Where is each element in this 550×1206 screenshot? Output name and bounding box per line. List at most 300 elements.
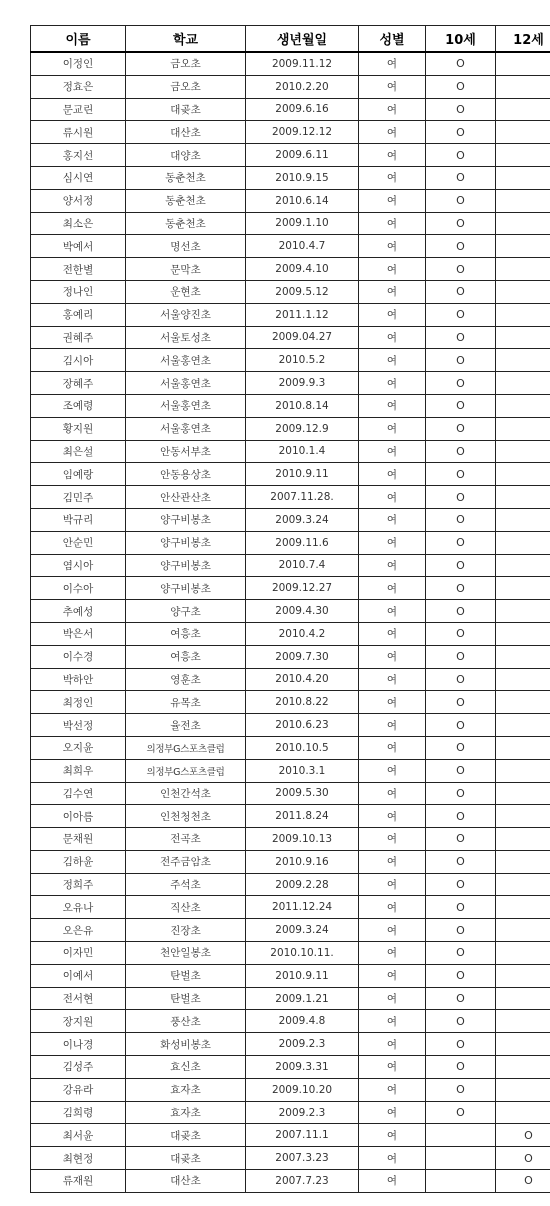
age-10-mark (426, 1124, 496, 1147)
age-12-mark (496, 75, 550, 98)
sex-cell: 여 (359, 1056, 426, 1079)
sex-cell: 여 (359, 75, 426, 98)
table-row (31, 942, 550, 965)
age-10-mark: O (426, 714, 496, 737)
age-10-mark: O (426, 828, 496, 851)
birthdate-cell: 2010.1.4 (246, 440, 359, 463)
school-cell: 직산초 (126, 896, 246, 919)
name-cell: 이자민 (31, 942, 126, 965)
birthdate-cell: 2007.7.23 (246, 1170, 359, 1193)
birthdate-cell: 2010.8.22 (246, 691, 359, 714)
birthdate-cell: 2009.1.21 (246, 987, 359, 1010)
sex-cell: 여 (359, 531, 426, 554)
sex-cell: 여 (359, 463, 426, 486)
table-row (31, 1170, 550, 1193)
table-row (31, 1101, 550, 1124)
table-row (31, 668, 550, 691)
age-12-mark (496, 714, 550, 737)
name-cell: 박규리 (31, 508, 126, 531)
sex-cell: 여 (359, 258, 426, 281)
age-12-mark (496, 486, 550, 509)
birthdate-cell: 2010.5.2 (246, 349, 359, 372)
table-row (31, 394, 550, 417)
name-cell: 류시원 (31, 121, 126, 144)
age-12-mark (496, 189, 550, 212)
birthdate-cell: 2011.1.12 (246, 303, 359, 326)
birthdate-cell: 2009.7.30 (246, 645, 359, 668)
birthdate-cell: 2009.12.12 (246, 121, 359, 144)
name-cell: 김수연 (31, 782, 126, 805)
header-age-12: 12세 (496, 26, 550, 53)
sex-cell: 여 (359, 417, 426, 440)
school-cell: 서울홍연초 (126, 417, 246, 440)
school-cell: 안산관산초 (126, 486, 246, 509)
sex-cell: 여 (359, 919, 426, 942)
sex-cell: 여 (359, 645, 426, 668)
birthdate-cell: 2010.9.11 (246, 463, 359, 486)
age-10-mark: O (426, 691, 496, 714)
name-cell: 오은유 (31, 919, 126, 942)
age-12-mark (496, 235, 550, 258)
name-cell: 권혜주 (31, 326, 126, 349)
birthdate-cell: 2009.6.16 (246, 98, 359, 121)
sex-cell: 여 (359, 1078, 426, 1101)
sex-cell: 여 (359, 52, 426, 75)
age-10-mark: O (426, 52, 496, 75)
age-10-mark: O (426, 896, 496, 919)
school-cell: 동춘천초 (126, 166, 246, 189)
age-10-mark: O (426, 1101, 496, 1124)
name-cell: 박은서 (31, 622, 126, 645)
age-12-mark (496, 987, 550, 1010)
school-cell: 대양초 (126, 144, 246, 167)
birthdate-cell: 2009.3.31 (246, 1056, 359, 1079)
birthdate-cell: 2009.12.9 (246, 417, 359, 440)
name-cell: 이수아 (31, 577, 126, 600)
name-cell: 최희우 (31, 759, 126, 782)
age-12-mark (496, 873, 550, 896)
school-cell: 양구비봉초 (126, 508, 246, 531)
age-10-mark: O (426, 919, 496, 942)
age-12-mark (496, 440, 550, 463)
age-12-mark: O (496, 1170, 550, 1193)
birthdate-cell: 2009.2.3 (246, 1033, 359, 1056)
table-row (31, 189, 550, 212)
birthdate-cell: 2009.4.8 (246, 1010, 359, 1033)
school-cell: 여흥초 (126, 622, 246, 645)
age-12-mark (496, 349, 550, 372)
age-10-mark: O (426, 668, 496, 691)
table-row (31, 372, 550, 395)
age-12-mark (496, 417, 550, 440)
age-12-mark (496, 280, 550, 303)
sex-cell: 여 (359, 372, 426, 395)
name-cell: 문교린 (31, 98, 126, 121)
school-cell: 율전초 (126, 714, 246, 737)
sex-cell: 여 (359, 1033, 426, 1056)
school-cell: 인천간석초 (126, 782, 246, 805)
school-cell: 서울홍연초 (126, 349, 246, 372)
school-cell: 금오초 (126, 52, 246, 75)
age-10-mark: O (426, 349, 496, 372)
birthdate-cell: 2010.10.5 (246, 736, 359, 759)
age-12-mark (496, 531, 550, 554)
age-10-mark: O (426, 1033, 496, 1056)
table-row (31, 98, 550, 121)
table-row (31, 258, 550, 281)
sex-cell: 여 (359, 577, 426, 600)
sex-cell: 여 (359, 622, 426, 645)
age-10-mark: O (426, 1056, 496, 1079)
sex-cell: 여 (359, 850, 426, 873)
sex-cell: 여 (359, 440, 426, 463)
table-row (31, 440, 550, 463)
name-cell: 정희주 (31, 873, 126, 896)
sex-cell: 여 (359, 166, 426, 189)
age-10-mark: O (426, 440, 496, 463)
sex-cell: 여 (359, 326, 426, 349)
name-cell: 홍지선 (31, 144, 126, 167)
header-age-10: 10세 (426, 26, 496, 53)
table-row (31, 121, 550, 144)
name-cell: 최서윤 (31, 1124, 126, 1147)
table-row (31, 486, 550, 509)
table-row (31, 1124, 550, 1147)
school-cell: 금오초 (126, 75, 246, 98)
school-cell: 효자초 (126, 1101, 246, 1124)
age-12-mark (496, 303, 550, 326)
birthdate-cell: 2010.3.1 (246, 759, 359, 782)
school-cell: 동춘천초 (126, 212, 246, 235)
sex-cell: 여 (359, 691, 426, 714)
school-cell: 양구비봉초 (126, 577, 246, 600)
age-12-mark: O (496, 1124, 550, 1147)
age-12-mark (496, 691, 550, 714)
sex-cell: 여 (359, 600, 426, 623)
age-10-mark: O (426, 303, 496, 326)
sex-cell: 여 (359, 759, 426, 782)
name-cell: 심시연 (31, 166, 126, 189)
header-sex: 성별 (359, 26, 426, 53)
age-10-mark: O (426, 554, 496, 577)
age-12-mark (496, 144, 550, 167)
sex-cell: 여 (359, 1101, 426, 1124)
sex-cell: 여 (359, 896, 426, 919)
age-10-mark: O (426, 326, 496, 349)
birthdate-cell: 2009.2.28 (246, 873, 359, 896)
age-10-mark: O (426, 75, 496, 98)
sex-cell: 여 (359, 942, 426, 965)
age-10-mark: O (426, 736, 496, 759)
age-12-mark (496, 782, 550, 805)
birthdate-cell: 2009.5.30 (246, 782, 359, 805)
birthdate-cell: 2009.3.24 (246, 919, 359, 942)
table-row (31, 1078, 550, 1101)
birthdate-cell: 2009.1.10 (246, 212, 359, 235)
birthdate-cell: 2009.6.11 (246, 144, 359, 167)
sex-cell: 여 (359, 873, 426, 896)
sex-cell: 여 (359, 280, 426, 303)
table-body (31, 52, 550, 1192)
table-row (31, 531, 550, 554)
table-row (31, 417, 550, 440)
age-12-mark (496, 850, 550, 873)
table-row (31, 691, 550, 714)
table-row (31, 622, 550, 645)
age-10-mark: O (426, 166, 496, 189)
name-cell: 박하안 (31, 668, 126, 691)
header-row (31, 26, 550, 53)
school-cell: 대곶초 (126, 1147, 246, 1170)
age-12-mark (496, 1078, 550, 1101)
name-cell: 박예서 (31, 235, 126, 258)
age-10-mark: O (426, 463, 496, 486)
birthdate-cell: 2010.6.14 (246, 189, 359, 212)
name-cell: 김성주 (31, 1056, 126, 1079)
age-10-mark: O (426, 372, 496, 395)
name-cell: 양서정 (31, 189, 126, 212)
sex-cell: 여 (359, 303, 426, 326)
name-cell: 임예랑 (31, 463, 126, 486)
sex-cell: 여 (359, 736, 426, 759)
age-10-mark: O (426, 873, 496, 896)
header-name: 이름 (31, 26, 126, 53)
age-10-mark: O (426, 782, 496, 805)
table-row (31, 303, 550, 326)
age-12-mark (496, 372, 550, 395)
name-cell: 염시아 (31, 554, 126, 577)
header-school: 학교 (126, 26, 246, 53)
table-row (31, 714, 550, 737)
name-cell: 추예성 (31, 600, 126, 623)
age-10-mark: O (426, 508, 496, 531)
name-cell: 김하윤 (31, 850, 126, 873)
sex-cell: 여 (359, 782, 426, 805)
name-cell: 조예령 (31, 394, 126, 417)
table-row (31, 349, 550, 372)
sex-cell: 여 (359, 714, 426, 737)
birthdate-cell: 2009.3.24 (246, 508, 359, 531)
school-cell: 대산초 (126, 1170, 246, 1193)
age-10-mark: O (426, 417, 496, 440)
school-cell: 서울홍연초 (126, 372, 246, 395)
birthdate-cell: 2010.9.16 (246, 850, 359, 873)
age-12-mark (496, 736, 550, 759)
school-cell: 탄벌초 (126, 964, 246, 987)
table-row (31, 166, 550, 189)
name-cell: 김희령 (31, 1101, 126, 1124)
name-cell: 장혜주 (31, 372, 126, 395)
school-cell: 양구초 (126, 600, 246, 623)
table-row (31, 554, 550, 577)
header-birthdate: 생년월일 (246, 26, 359, 53)
name-cell: 이수경 (31, 645, 126, 668)
name-cell: 장지원 (31, 1010, 126, 1033)
age-12-mark (496, 805, 550, 828)
birthdate-cell: 2010.4.2 (246, 622, 359, 645)
age-10-mark: O (426, 394, 496, 417)
birthdate-cell: 2009.4.30 (246, 600, 359, 623)
table-row (31, 645, 550, 668)
table-row (31, 463, 550, 486)
birthdate-cell: 2007.11.28. (246, 486, 359, 509)
table-row (31, 828, 550, 851)
school-cell: 대곶초 (126, 1124, 246, 1147)
sex-cell: 여 (359, 394, 426, 417)
birthdate-cell: 2009.11.12 (246, 52, 359, 75)
table-row (31, 600, 550, 623)
table-row (31, 1010, 550, 1033)
school-cell: 대산초 (126, 121, 246, 144)
sex-cell: 여 (359, 554, 426, 577)
table-row (31, 577, 550, 600)
age-10-mark: O (426, 144, 496, 167)
sex-cell: 여 (359, 1147, 426, 1170)
school-cell: 서울토성초 (126, 326, 246, 349)
birthdate-cell: 2009.04.27 (246, 326, 359, 349)
name-cell: 이아름 (31, 805, 126, 828)
school-cell: 천안일봉초 (126, 942, 246, 965)
name-cell: 문채원 (31, 828, 126, 851)
name-cell: 최정인 (31, 691, 126, 714)
age-12-mark (496, 258, 550, 281)
table-row (31, 1056, 550, 1079)
age-10-mark: O (426, 850, 496, 873)
school-cell: 효신초 (126, 1056, 246, 1079)
table-row (31, 235, 550, 258)
school-cell: 풍산초 (126, 1010, 246, 1033)
age-12-mark: O (496, 1147, 550, 1170)
age-12-mark (496, 121, 550, 144)
name-cell: 류재원 (31, 1170, 126, 1193)
age-12-mark (496, 1033, 550, 1056)
name-cell: 전한별 (31, 258, 126, 281)
age-12-mark (496, 668, 550, 691)
age-10-mark: O (426, 258, 496, 281)
age-12-mark (496, 1010, 550, 1033)
name-cell: 오유나 (31, 896, 126, 919)
age-12-mark (496, 896, 550, 919)
age-10-mark (426, 1147, 496, 1170)
school-cell: 진장초 (126, 919, 246, 942)
age-12-mark (496, 622, 550, 645)
age-10-mark: O (426, 964, 496, 987)
table-row (31, 1033, 550, 1056)
age-12-mark (496, 166, 550, 189)
birthdate-cell: 2009.9.3 (246, 372, 359, 395)
school-cell: 운현초 (126, 280, 246, 303)
sex-cell: 여 (359, 486, 426, 509)
age-10-mark: O (426, 121, 496, 144)
birthdate-cell: 2010.10.11. (246, 942, 359, 965)
age-10-mark: O (426, 1010, 496, 1033)
school-cell: 의정부G스포츠클럽 (126, 736, 246, 759)
birthdate-cell: 2010.2.20 (246, 75, 359, 98)
birthdate-cell: 2007.11.1 (246, 1124, 359, 1147)
birthdate-cell: 2010.6.23 (246, 714, 359, 737)
age-12-mark (496, 828, 550, 851)
sex-cell: 여 (359, 235, 426, 258)
birthdate-cell: 2010.4.20 (246, 668, 359, 691)
age-10-mark: O (426, 98, 496, 121)
name-cell: 정효은 (31, 75, 126, 98)
school-cell: 주석초 (126, 873, 246, 896)
name-cell: 최소은 (31, 212, 126, 235)
age-10-mark: O (426, 531, 496, 554)
table-row (31, 873, 550, 896)
table-row (31, 782, 550, 805)
sex-cell: 여 (359, 1170, 426, 1193)
table-row (31, 919, 550, 942)
age-12-mark (496, 1101, 550, 1124)
school-cell: 전주금암초 (126, 850, 246, 873)
table-row (31, 326, 550, 349)
age-10-mark: O (426, 280, 496, 303)
age-10-mark: O (426, 1078, 496, 1101)
school-cell: 유목초 (126, 691, 246, 714)
age-12-mark (496, 463, 550, 486)
age-12-mark (496, 394, 550, 417)
age-10-mark: O (426, 235, 496, 258)
school-cell: 효자초 (126, 1078, 246, 1101)
birthdate-cell: 2009.10.13 (246, 828, 359, 851)
age-12-mark (496, 759, 550, 782)
name-cell: 김민주 (31, 486, 126, 509)
school-cell: 명선초 (126, 235, 246, 258)
name-cell: 전서현 (31, 987, 126, 1010)
sex-cell: 여 (359, 189, 426, 212)
age-10-mark (426, 1170, 496, 1193)
table-row (31, 508, 550, 531)
birthdate-cell: 2010.9.15 (246, 166, 359, 189)
sex-cell: 여 (359, 98, 426, 121)
table-row (31, 850, 550, 873)
name-cell: 이정인 (31, 52, 126, 75)
sex-cell: 여 (359, 508, 426, 531)
age-10-mark: O (426, 486, 496, 509)
table-row (31, 1147, 550, 1170)
age-12-mark (496, 212, 550, 235)
table-row (31, 805, 550, 828)
sex-cell: 여 (359, 144, 426, 167)
school-cell: 인천청천초 (126, 805, 246, 828)
school-cell: 영훈초 (126, 668, 246, 691)
table-row (31, 212, 550, 235)
age-12-mark (496, 942, 550, 965)
age-12-mark (496, 554, 550, 577)
age-12-mark (496, 98, 550, 121)
name-cell: 박선정 (31, 714, 126, 737)
name-cell: 최은설 (31, 440, 126, 463)
age-12-mark (496, 1056, 550, 1079)
table-row (31, 736, 550, 759)
age-10-mark: O (426, 622, 496, 645)
age-12-mark (496, 52, 550, 75)
birthdate-cell: 2007.3.23 (246, 1147, 359, 1170)
school-cell: 의정부G스포츠클럽 (126, 759, 246, 782)
name-cell: 이예서 (31, 964, 126, 987)
sex-cell: 여 (359, 668, 426, 691)
sex-cell: 여 (359, 964, 426, 987)
birthdate-cell: 2009.10.20 (246, 1078, 359, 1101)
table-row (31, 964, 550, 987)
name-cell: 오지윤 (31, 736, 126, 759)
school-cell: 전곡초 (126, 828, 246, 851)
table-row (31, 896, 550, 919)
age-12-mark (496, 919, 550, 942)
sex-cell: 여 (359, 828, 426, 851)
birthdate-cell: 2010.8.14 (246, 394, 359, 417)
